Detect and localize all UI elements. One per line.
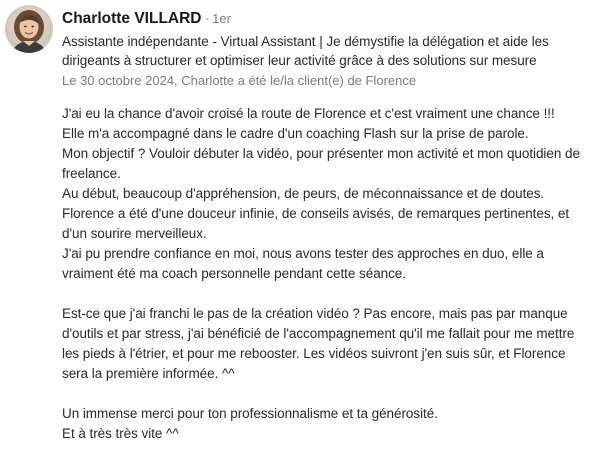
separator-dot: · [204,10,210,26]
blank-line [62,384,590,404]
author-name[interactable]: Charlotte VILLARD [62,10,202,27]
text-line: Est-ce que j'ai franchi le pas de la création vidéo ? Pas encore, mais pas par manque d'outils et par stress, j'ai bénéficié de l'accompagnement qu'il me fallait pour me mettre les pieds à l'étrier, et pour me rebooster. Les vidéos suivront j'en suis sûr, et Florence sera la première informée. ^^ [62,306,575,381]
text-line: Au début, beaucoup d'appréhension, de peurs, de méconnaissance et de doutes. [62,186,545,201]
author-headline: Assistante indépendante - Virtual Assistant | Je démystifie la délégation et aide les dirigeants à structurer et optimiser leur activité grâce à des solutions sur mesure [62,34,549,68]
text-line: Et à très très vite ^^ [62,426,179,441]
text-line: Un immense merci pour ton professionnalisme et ta générosité. [62,406,438,421]
text-line: Elle m'a accompagné dans le cadre d'un coaching Flash sur la prise de parole. [62,126,529,141]
avatar-photo-icon [5,5,53,53]
blank-line [62,284,590,304]
text-line: Florence a été d'une douceur infinie, de conseils avisés, de remarques pertinentes, et d'un sourire merveilleux. [62,206,570,241]
text-line: J'ai eu la chance d'avoir croisé la route de Florence et c'est vraiment une chance !!! [62,106,555,121]
relation-date: Le 30 octobre 2024, Charlotte a été le/la client(e) de Florence [62,73,417,88]
connection-degree: 1er [212,11,231,26]
author-header [62,8,231,29]
author-avatar[interactable] [5,5,53,53]
text-line: Mon objectif ? Vouloir débuter la vidéo, pour présenter mon activité et mon quotidien de freelance. [62,146,580,181]
text-line: J'ai pu prendre confiance en moi, nous avons tester des approches en duo, elle a vraiment été ma coach personnelle pendant cette séance. [62,246,544,281]
recommendation-text [62,104,590,444]
